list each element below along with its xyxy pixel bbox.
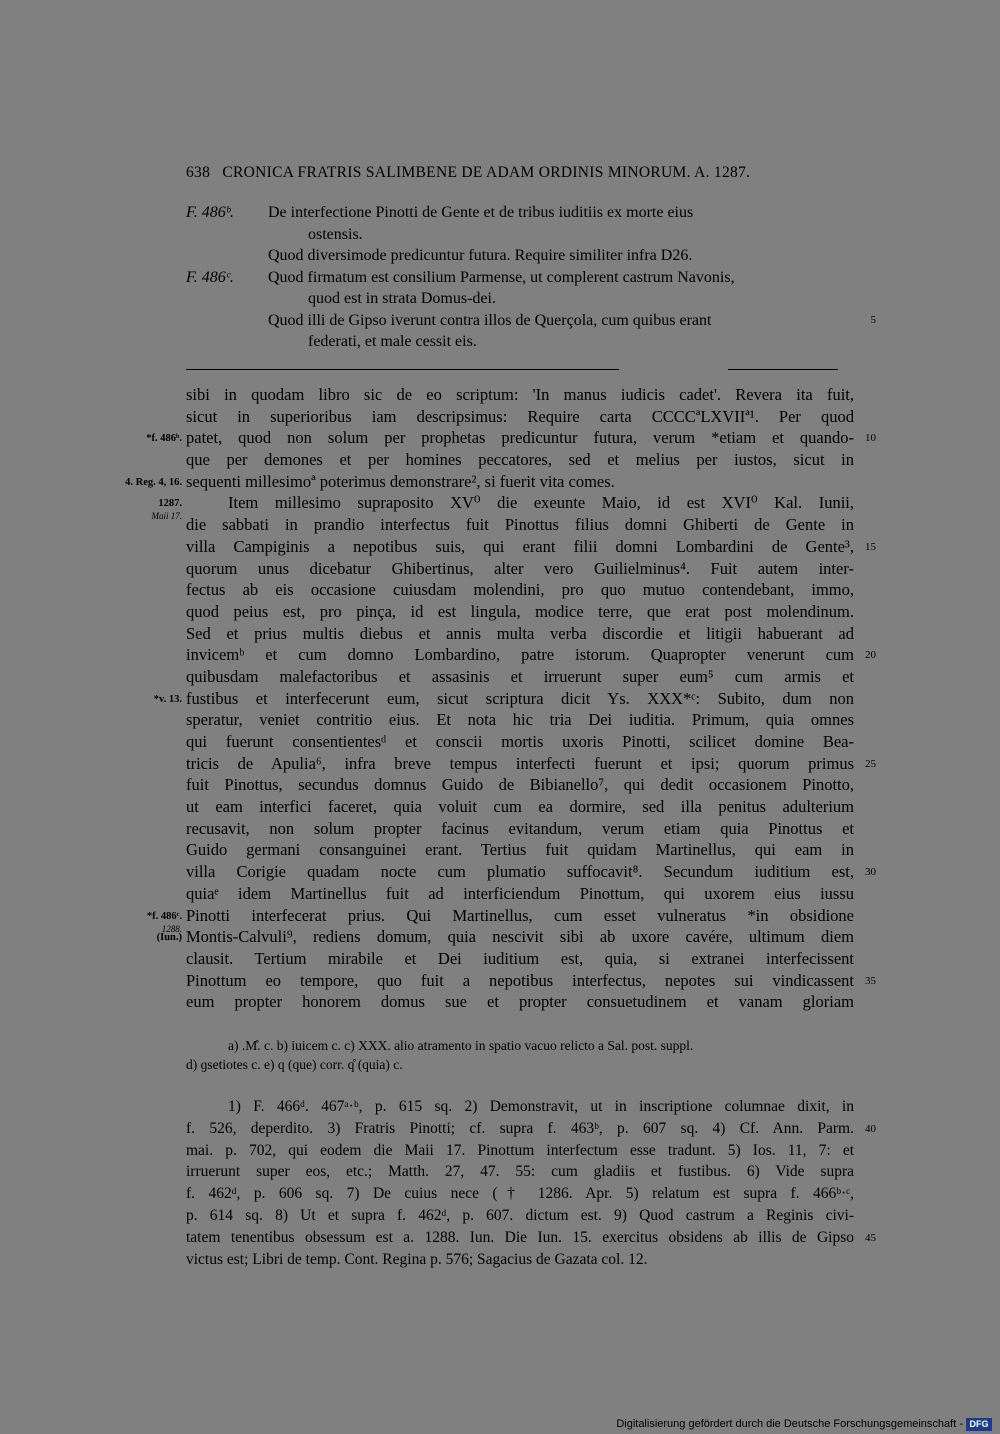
text-line [186, 883, 876, 905]
footnote-line [186, 1183, 876, 1205]
apparatus-note: d) ɡsetiotes c. e) q (que) corr. q̊ (quia) c. [186, 1057, 403, 1072]
folio-reference: F. 486ᶜ. [186, 268, 234, 286]
line-text: fuit Pinottus, secundus domnus Guido de Bibianello⁷, qui dedit occasionem Pinotto, [186, 775, 854, 795]
text-line [186, 623, 876, 645]
text-line [186, 536, 876, 558]
digitization-footer [0, 1415, 1000, 1434]
text-line [186, 601, 876, 623]
text-line [186, 991, 876, 1013]
text-line [186, 406, 876, 428]
summary-line [186, 245, 876, 267]
text-line [186, 514, 876, 536]
page-number: 638 [186, 164, 211, 181]
line-text: Sed et prius multis diebus et annis multa verba discordie et litigii habuerant ad [186, 623, 854, 643]
footnotes [186, 1096, 876, 1270]
main-text [125, 384, 876, 1013]
running-header [186, 164, 818, 182]
line-text: tricis de Apulia⁶, infra breve tempus interfecti fuerunt et ipsi; quorum primus [186, 753, 854, 773]
line-text: quibusdam malefactoribus et assasinis et irruerunt super eum⁵ cum armis et [186, 666, 854, 686]
footer-credit: Digitalisierung gefördert durch die Deutsche Forschungsgemeinschaft - [616, 1418, 963, 1430]
line-text: Item millesimo supraposito XV⁰ die exeunte Maio, id est XVI⁰ Kal. Iunii, [228, 493, 854, 513]
line-text: eum propter honorem domus sue et propter consuetudinem et vanam gloriam [186, 992, 854, 1012]
footnote-line [186, 1118, 876, 1140]
footnote-line [186, 1227, 876, 1249]
section-divider-left [186, 369, 619, 370]
margin-date: Maii 17. [151, 511, 182, 522]
text-line [186, 970, 876, 992]
line-number: 25 [865, 757, 876, 770]
chapter-summary [186, 202, 876, 353]
footnote-text: 1) F. 466ᵈ. 467ᵃ·ᵇ, p. 615 sq. 2) Demonstravit, ut in inscriptione columnae dixit, in [228, 1098, 854, 1115]
section-divider-right [728, 369, 838, 370]
text-line [186, 753, 876, 775]
summary-line [186, 202, 876, 224]
footnote-line [186, 1205, 876, 1227]
text-line [186, 666, 876, 688]
footnote-line [186, 1140, 876, 1162]
summary-text: Quod illi de Gipso iverunt contra illos de Querçola, cum quibus erant [268, 311, 712, 329]
footnote-line [186, 1096, 876, 1118]
margin-note: *f. 486ᵇ. [146, 433, 182, 445]
line-text: quiaᵉ idem Martinellus fuit ad interficiendum Pinottum, qui uxorem eius iussu [186, 883, 854, 903]
footnote-text: victus est; Libri de temp. Cont. Regina p. 576; Sagacius de Gazata col. 12. [186, 1250, 648, 1268]
margin-date: 1288. [161, 923, 182, 934]
line-text: sicut in superioribus iam descripsimus: Require carta CCCCªLXVIIª¹. Per quod [186, 406, 854, 426]
line-text: quorum unus dicebatur Ghibertinus, alter vero Guilielminus⁴. Fuit autem inter- [186, 558, 854, 578]
footnote-line [186, 1161, 876, 1183]
line-text: fectus ab eis occasione cuiusdam molendini, pro quo mutuo contendebant, immo, [186, 580, 854, 600]
dfg-logo: DFG [966, 1418, 992, 1431]
line-text: quod peius est, pro pinça, id est lingula, modice terre, que erat post molendinum. [186, 601, 854, 621]
text-line [151, 492, 876, 522]
line-text: Pinotti interfecerat prius. Qui Martinellus, cum esset vulneratus *in obsidione [186, 905, 854, 925]
summary-text: ostensis. [308, 225, 363, 243]
text-line [186, 861, 876, 883]
footnote-text: f. 526, deperdito. 3) Fratris Pinotti; cf. supra f. 463ᵇ, p. 607 sq. 4) Cf. Ann. Parm. [186, 1119, 854, 1137]
text-line [186, 818, 876, 840]
text-line [146, 905, 876, 934]
line-text: sibi in quodam libro sic de eo scriptum: 'In manus iudicis cadet'. Revera ita fuit, [186, 385, 854, 404]
text-line [186, 796, 876, 818]
line-number: 30 [865, 866, 876, 879]
text-line [186, 948, 876, 970]
footnote-text: mai. p. 702, qui eodem die Maii 17. Pinottum interfectum esse tradunt. 5) Ios. 11, 7: et [186, 1141, 854, 1159]
summary-text: Quod firmatum est consilium Parmense, ut complerent castrum Navonis, [268, 268, 735, 286]
text-line [186, 644, 876, 666]
text-line [186, 774, 876, 796]
line-text: sequenti millesimoª poterimus demonstrare², si fuerit vita comes. [186, 471, 615, 491]
line-text: fustibus et interfecerunt eum, sicut scriptura dicit Ys. XXX*ᶜ: Subito, dum non [186, 688, 854, 708]
header-year: A. 1287. [694, 164, 751, 181]
line-number: 35 [865, 974, 876, 987]
line-text: invicemᵇ et cum domno Lombardino, patre istorum. Quapropter venerunt cum [186, 645, 854, 665]
line-text: recusavit, non solum propter facinus evitandum, verum etiam quia Pinottus et [186, 818, 854, 838]
summary-line [186, 267, 876, 289]
textual-apparatus [186, 1036, 876, 1074]
summary-text: quod est in strata Domus-dei. [308, 290, 496, 307]
folio-reference: F. 486ᵇ. [186, 204, 235, 221]
text-line [125, 471, 876, 493]
line-number: 15 [865, 540, 876, 553]
footnote-text: irruerunt super eos, etc.; Matth. 27, 47. 55: cum gladiis et fustibus. 6) Vide supra [186, 1163, 854, 1181]
line-text: villa Corigie quadam nocte cum plumatio suffocavit⁸. Secundum iuditium est, [186, 862, 854, 882]
margin-note: *v. 13. [153, 693, 182, 705]
summary-text: federati, et male cessit eis. [308, 333, 477, 350]
line-text: qui fuerunt consentientesᵈ et conscii mortis uxoris Pinotti, scilicet domine Bea- [186, 732, 854, 751]
text-line [186, 384, 876, 406]
line-number: 45 [865, 1231, 876, 1244]
text-line [186, 731, 876, 753]
running-title: CRONICA FRATRIS SALIMBENE DE ADAM ORDINIS MINORUM. [222, 164, 691, 181]
text-line [186, 558, 876, 580]
line-text: speratur, veniet contritio eius. Et nota hic tria Dei iuditia. Primum, quia omnes [186, 710, 854, 730]
line-text: die sabbati in prandio interfectus fuit Pinottus filius domni Ghiberti de Gente in [186, 515, 854, 535]
margin-note: 1287. [158, 498, 182, 510]
footnote-text: f. 462ᵈ, p. 606 sq. 7) De cuius nece († 1286. Apr. 5) relatum est supra f. 466ᵇ·ᶜ, [186, 1185, 854, 1203]
text-line [186, 449, 876, 471]
footnote-text: p. 614 sq. 8) Ut et supra f. 462ᵈ, p. 607. dictum est. 9) Quod castrum a Reginis civi- [186, 1206, 854, 1224]
line-text: villa Campiginis a nepotibus suis, qui erant filii domni Lombardini de Gente³, [186, 536, 854, 556]
margin-note: 4. Reg. 4, 16. [125, 476, 182, 488]
line-text: ut eam interfici faceret, quia voluit cum ea dormire, sed illa penitus adulterium [186, 797, 854, 817]
line-number: 5 [870, 313, 876, 326]
apparatus-note: a) .M̊. c. b) iuicem c. c) XXX. alio atramento in spatio vacuo relicto a Sal. post. suppl. [228, 1038, 694, 1053]
line-text: clausit. Tertium mirabile et Dei iuditium est, quia, si extranei interfecissent [186, 948, 854, 968]
text-line [186, 839, 876, 861]
margin-note: *f. 486ᶜ. [146, 910, 182, 922]
text-line [186, 709, 876, 731]
line-text: patet, quod non solum per prophetas predicuntur futura, verum *etiam et quando- [186, 428, 854, 448]
summary-line [186, 224, 876, 246]
footnote-line [186, 1249, 876, 1271]
line-text: que per demones et per homines peccatores, sed et melius per iustos, sicut in [186, 450, 854, 470]
summary-line [186, 310, 876, 332]
text-line [186, 579, 876, 601]
text-line [146, 427, 876, 449]
summary-text: De interfectione Pinotti de Gente et de tribus iuditiis ex morte eius [268, 204, 694, 221]
line-text: Pinottum eo tempore, quo fuit a nepotibus interfectus, nepotes sui vindicassent [186, 970, 854, 990]
line-number: 40 [865, 1122, 876, 1135]
line-text: Guido germani consanguinei erant. Tertius fuit quidam Martinellus, qui eam in [186, 840, 854, 860]
summary-text: Quod diversimode predicuntur futura. Require similiter infra D26. [268, 247, 693, 264]
line-number: 10 [865, 432, 876, 445]
footnote-text: tatem tenentibus obsessum est a. 1288. Iun. Die Iun. 15. exercitus obsidens ab illis de Gipso [186, 1228, 854, 1246]
text-line [153, 688, 876, 710]
line-text: Montis-Calvuli⁹, rediens domum, quia nescivit sibi ab uxore cavére, ultimum diem [186, 927, 854, 947]
line-number: 20 [865, 649, 876, 662]
margin-note: (Iun.) [156, 932, 182, 944]
summary-line [186, 331, 876, 353]
